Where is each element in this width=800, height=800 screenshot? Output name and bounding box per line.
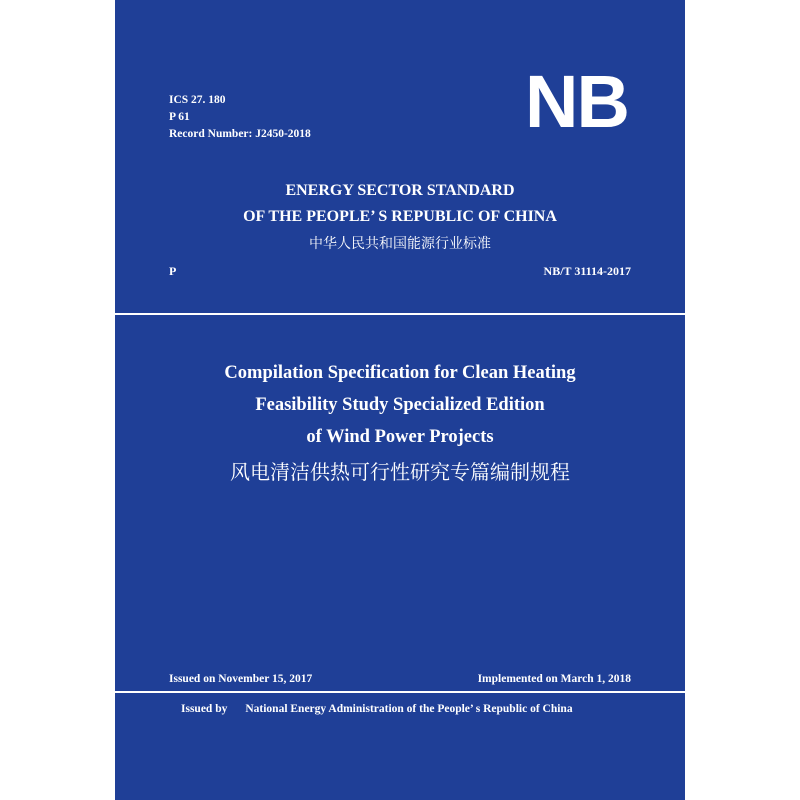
- title-line-1: Compilation Specification for Clean Heating: [224, 363, 576, 383]
- issuer-line: [181, 703, 573, 715]
- title-line-2: Feasibility Study Specialized Edition: [255, 395, 545, 415]
- issued-date: Issued on November 15, 2017: [169, 673, 313, 685]
- bottom-divider: [115, 691, 685, 693]
- sector-heading: [115, 178, 685, 255]
- implemented-date: Implemented on March 1, 2018: [477, 673, 631, 685]
- title-chinese: 风电清洁供热可行性研究专篇编制规程: [230, 460, 570, 484]
- meta-block: [169, 92, 311, 143]
- issuer-name: National Energy Administration of the People’ s Republic of China: [245, 703, 573, 715]
- ics-code: ICS 27. 180: [169, 94, 226, 106]
- title-line-3: of Wind Power Projects: [306, 427, 494, 447]
- document-title: [115, 357, 685, 487]
- sector-line-2: OF THE PEOPLE’ S REPUBLIC OF CHINA: [243, 208, 557, 225]
- issuer-label: Issued by: [181, 703, 228, 715]
- p-code: P 61: [169, 111, 190, 123]
- standard-code: NB/T 31114-2017: [543, 264, 631, 278]
- record-number: Record Number: J2450-2018: [169, 128, 311, 140]
- book-cover: [115, 0, 685, 800]
- classification-letter: P: [169, 264, 177, 278]
- sector-line-1: ENERGY SECTOR STANDARD: [285, 182, 515, 199]
- nb-logo: NB: [525, 60, 628, 143]
- sector-chinese: 中华人民共和国能源行业标准: [309, 236, 491, 252]
- top-divider: [115, 313, 685, 315]
